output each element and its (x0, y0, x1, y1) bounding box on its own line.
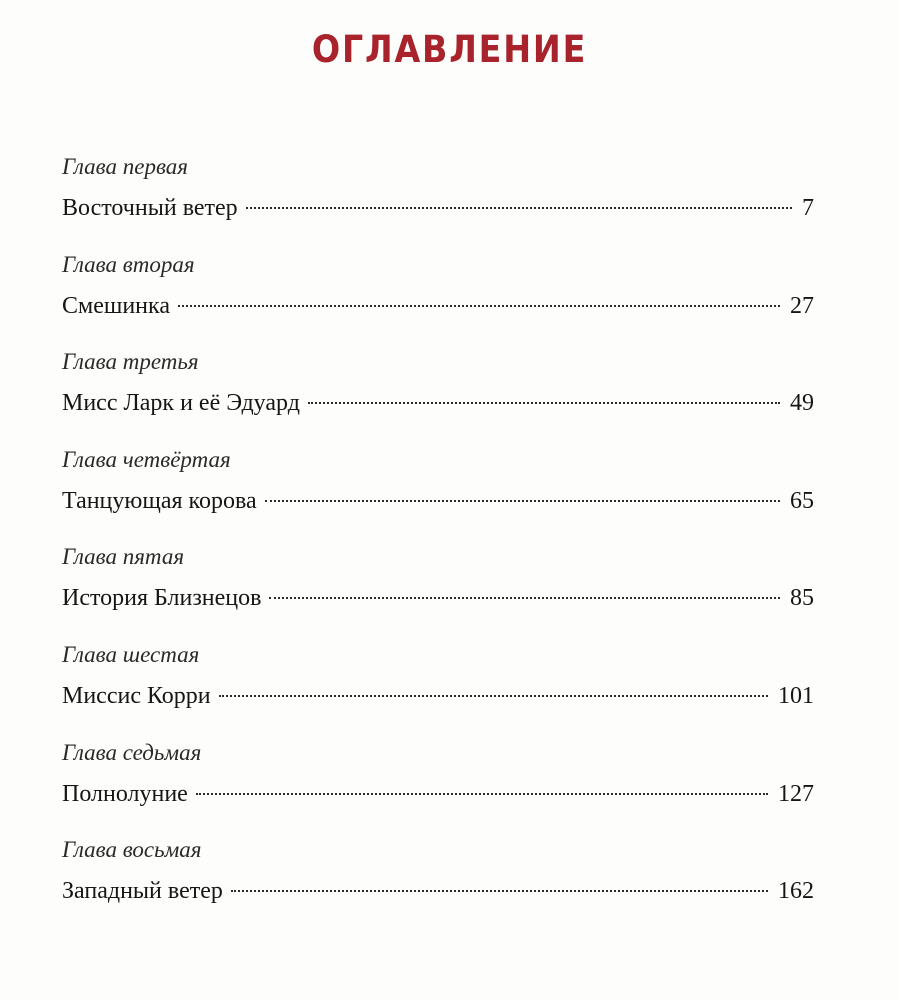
dot-leader (269, 597, 780, 599)
table-of-contents (62, 152, 814, 933)
chapter-label: Глава первая (62, 154, 188, 179)
chapter-label: Глава седьмая (62, 739, 202, 765)
page-number: 127 (778, 780, 814, 807)
toc-row (62, 778, 814, 810)
toc-row (62, 680, 814, 712)
chapter-title[interactable]: История Близнецов (62, 585, 262, 612)
page-number: 85 (790, 585, 814, 612)
dot-leader (196, 793, 768, 795)
dot-leader (231, 890, 768, 892)
chapter-title[interactable]: Полнолуние (62, 780, 188, 807)
page-number: 162 (778, 878, 814, 905)
chapter-label: Глава четвёртая (62, 446, 231, 472)
chapter-title[interactable]: Восточный ветер (62, 195, 238, 221)
chapter-title[interactable]: Танцующая корова (62, 487, 257, 514)
toc-row (62, 875, 814, 907)
toc-row (62, 290, 814, 322)
toc-entry[interactable] (62, 347, 814, 445)
toc-entry[interactable] (62, 445, 814, 543)
page-number: 7 (802, 195, 814, 221)
toc-row (62, 387, 814, 419)
dot-leader (246, 207, 792, 209)
toc-entry[interactable] (62, 835, 814, 933)
chapter-title[interactable]: Смешинка (62, 292, 170, 319)
page-number: 101 (778, 682, 814, 709)
chapter-title[interactable]: Западный ветер (62, 878, 223, 905)
dot-leader (308, 402, 780, 404)
chapter-label: Глава восьмая (62, 837, 202, 863)
chapter-title[interactable]: Мисс Ларк и её Эдуард (62, 390, 300, 417)
chapter-label: Глава вторая (62, 251, 195, 277)
page-number: 49 (790, 390, 814, 417)
dot-leader (265, 500, 780, 502)
toc-row (62, 192, 814, 224)
chapter-label: Глава третья (62, 349, 199, 375)
chapter-title[interactable]: Миссис Корри (62, 682, 211, 709)
chapter-label: Глава пятая (62, 544, 185, 570)
chapter-label: Глава шестая (62, 641, 200, 667)
page-number: 27 (790, 292, 814, 319)
toc-entry[interactable] (62, 542, 814, 640)
toc-entry[interactable] (62, 152, 814, 250)
toc-entry[interactable] (62, 640, 814, 738)
toc-entry[interactable] (62, 738, 814, 836)
toc-row (62, 485, 814, 517)
toc-row (62, 582, 814, 614)
page-title: ОГЛАВЛЕНИЕ (311, 28, 588, 71)
toc-entry[interactable] (62, 250, 814, 348)
dot-leader (178, 305, 780, 307)
dot-leader (219, 695, 768, 697)
page-number: 65 (790, 487, 814, 514)
